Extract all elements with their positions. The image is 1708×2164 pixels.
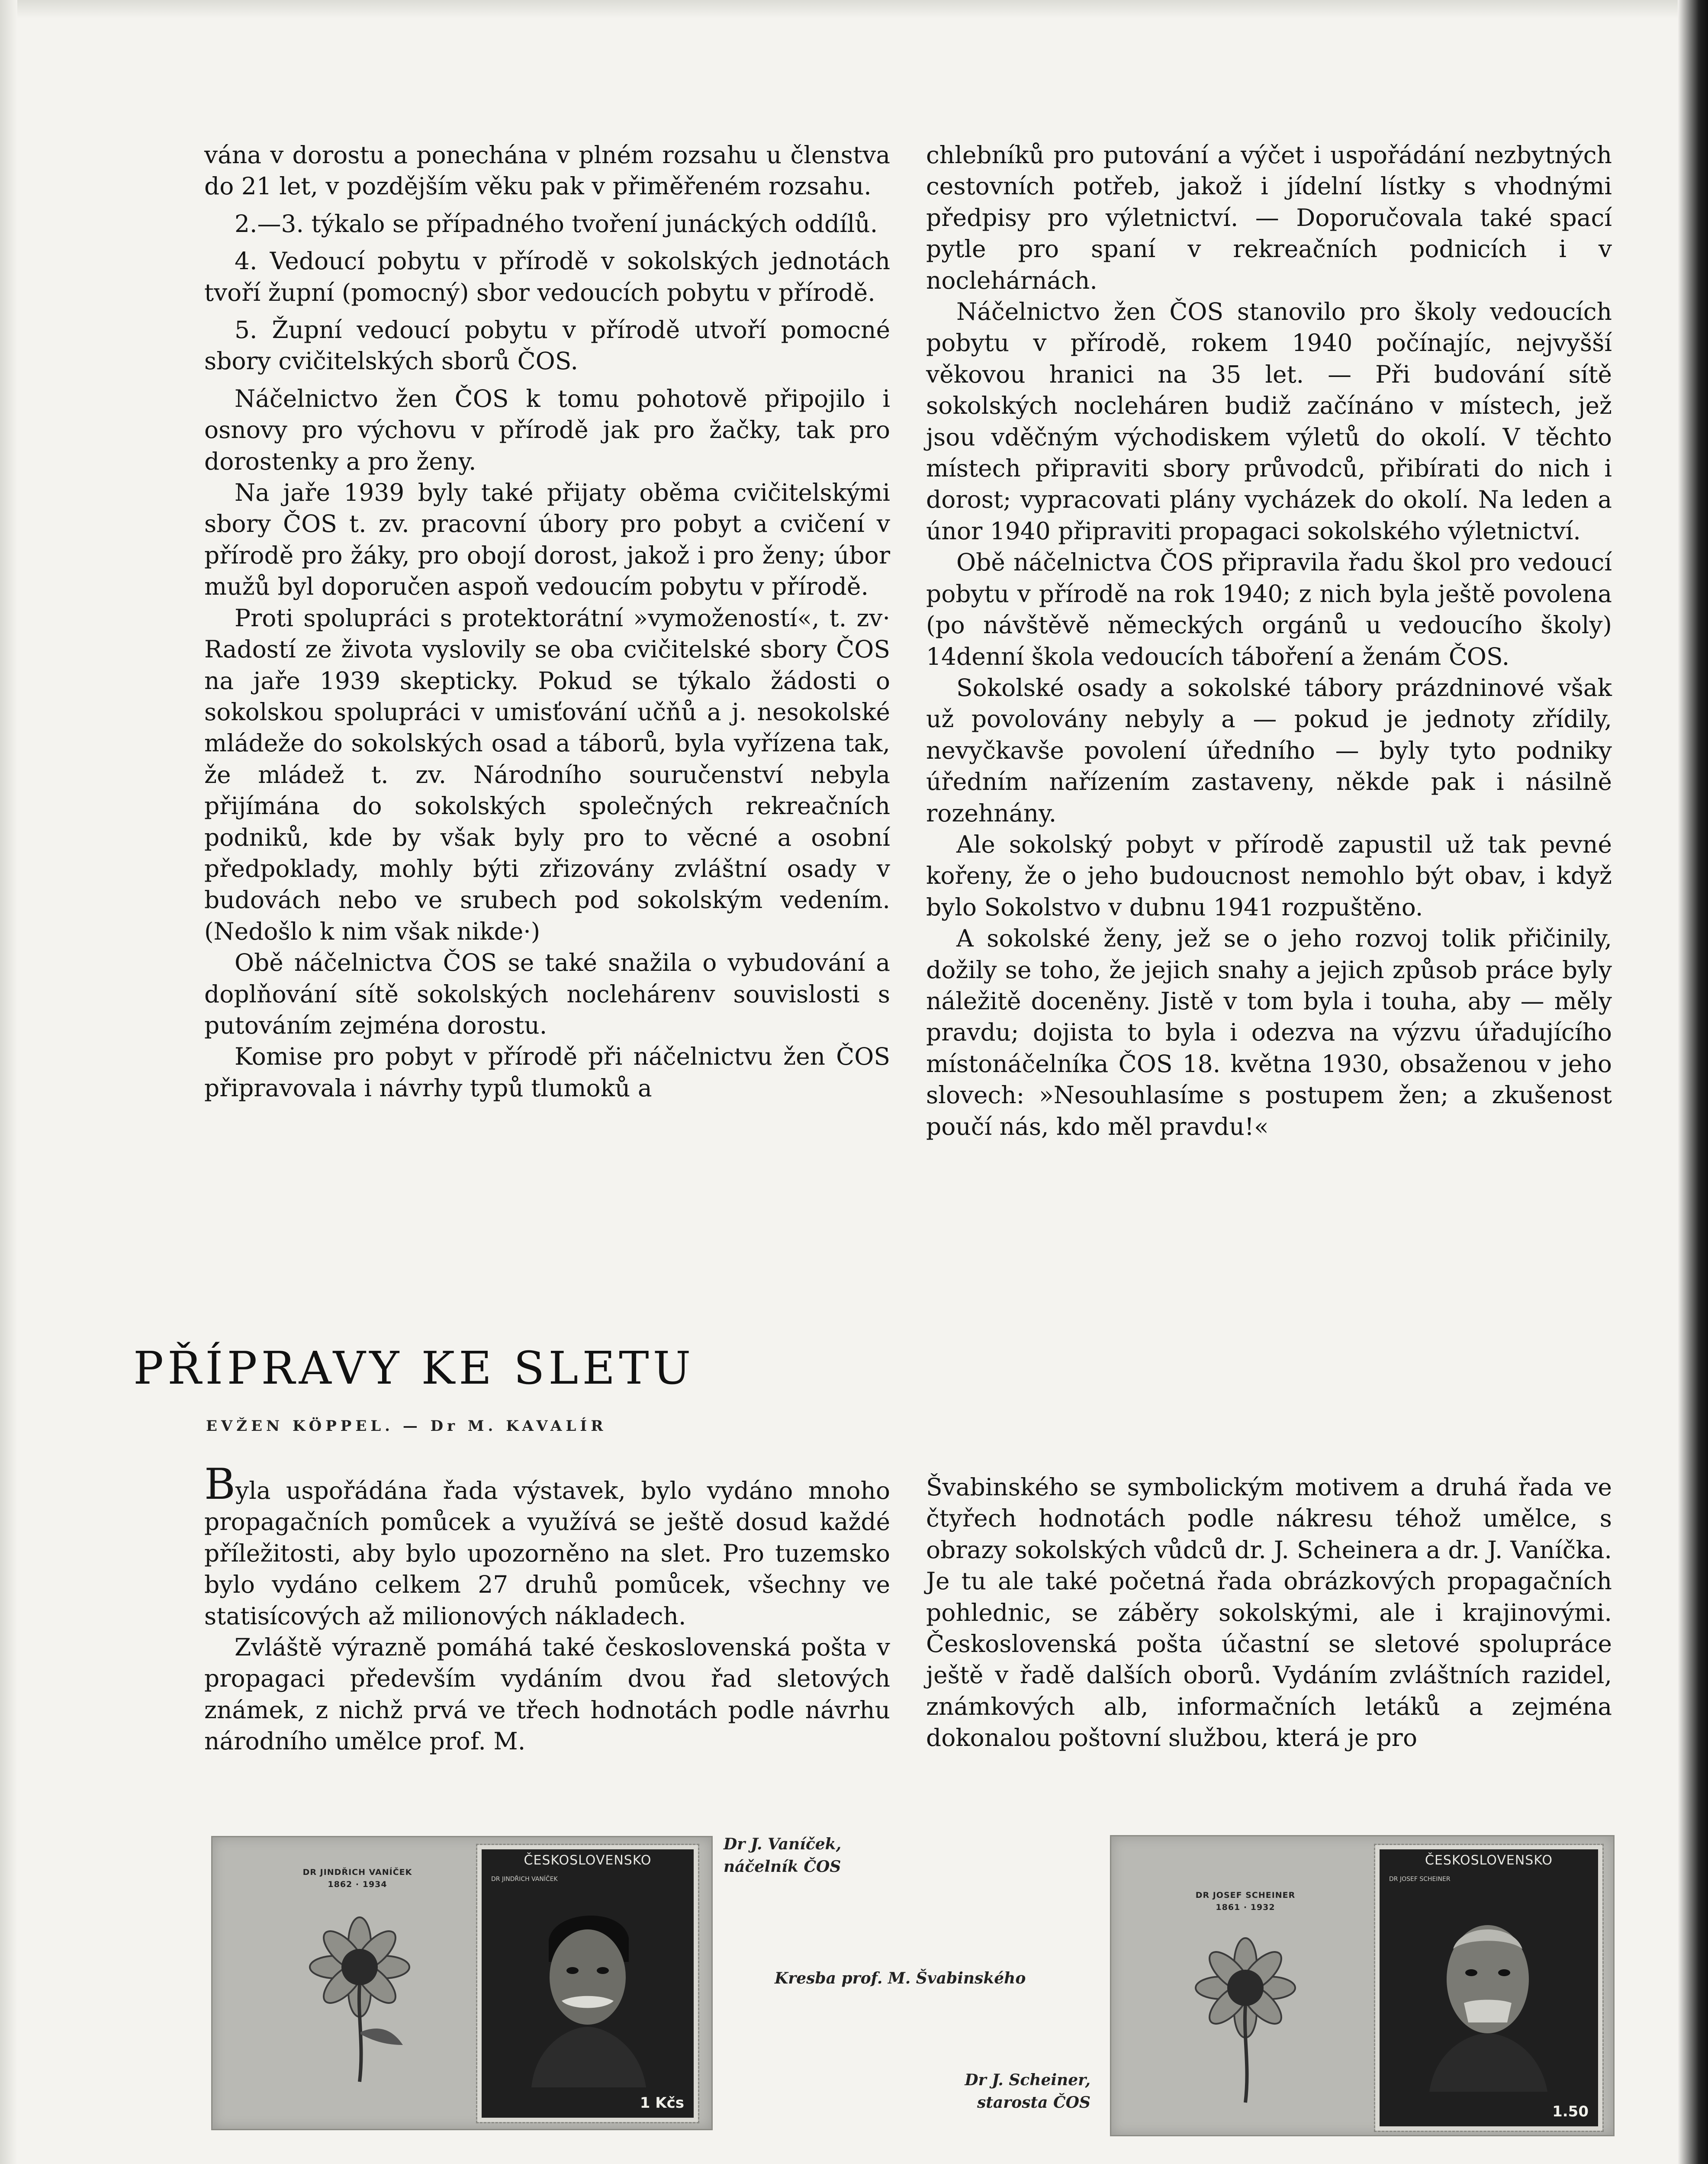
section-title: PŘÍPRAVY KE SLETU (133, 1342, 695, 1394)
caption-line: Dr J. Vaníček, (724, 1835, 842, 1853)
stamp-portrait-name: DR JOSEF SCHEINER (1389, 1876, 1451, 1883)
paragraph: Proti spolupráci s protektorátní »vymožeností«, t. zv· Radostí ze života vyslovily se oba cvičitelské sbory ČOS na jaře 1939 skepticky. Pokud se týkalo žádosti o sokolskou spolupráci v umisťování učňů a j. nesokolské mládeže do sokolských osad a táborů, byla vyřízena tak, že mládež t. zv. Národního souručenství nebyla přijímána do sokolských společných rekreačních podniků, kde by však byly pro to věcné a osobní předpoklady, mohly býti zřizovány zvláštní osady v budovách nebo ve srubech pod sokolským vedením. (Nedošlo k nim však nikde·) (204, 604, 890, 945)
paragraph: vána v dorostu a ponechána v plném rozsahu u členstva do 21 let, v pozdějším věku pak v přiměřeném rozsahu. (204, 141, 890, 200)
vanicek-stamp-image (211, 1836, 713, 2130)
stamp-label-name: DR JINDŘICH VANÍČEK (302, 1868, 412, 1877)
paragraph: Sokolské osady a sokolské tábory prázdninové však už povolovány nebyly a — pokud je jednoty zřídily, nevyčkavše povolení úředního — byly tyto podniky úředním nařízením zastaveny, někde pak i násilně rozehnány. (926, 673, 1612, 827)
stamp-country: ČESKOSLOVENSKO (1425, 1853, 1553, 1868)
stamp-value: 1.50 (1552, 2103, 1589, 2120)
page-edge-right (1678, 0, 1708, 2164)
sunflower-drawing (1180, 1923, 1310, 2105)
paragraph: Zvláště výrazně pomáhá také československá pošta v propagaci především vydáním dvou řad sletových známek, z nichž prvá ve třech hodnotách podle návrhu národního umělce prof. M. (204, 1633, 890, 1755)
paragraph: A sokolské ženy, jež se o jeho rozvoj tolik přičinily, dožily se toho, že jejich snahy a jejich způsob práce byly náležitě doceněny. Jistě v tom byla i touha, aby — měly pravdu; dojista to byla i odezva na výzvu úřadujícího místonáčelníka ČOS 18. května 1930, obsaženou v jeho slovech: »Nesouhlasíme s postupem žen; a zkušenost poučí nás, kdo měl pravdu!« (926, 924, 1612, 1140)
paragraph: Ale sokolský pobyt v přírodě zapustil už tak pevné kořeny, že o jeho budoucnost nemohlo být obav, i když bylo Sokolstvo v dubnu 1941 rozpuštěno. (926, 830, 1612, 921)
paragraph: chlebníků pro putování a výčet i uspořádání nezbytných cestovních potřeb, jakož i jídelní lístky s vhodnými předpisy pro výletnictví. — Doporučovala také spací pytle pro spaní v rekreačních podnicích i v noclehárnách. (926, 141, 1612, 294)
caption-line: náčelník ČOS (724, 1858, 841, 1876)
lead-text: yla uspořádána řada výstavek, bylo vydáno mnoho propagačních pomůcek a využívá se ještě dosud každé příležitosti, aby bylo upozorněno na slet. Pro tuzemsko bylo vydáno celkem 27 druhů pomůcek, všechny ve statisícových až milionových nákladech. (204, 1477, 890, 1630)
paragraph: Náčelnictvo žen ČOS k tomu pohotově připojilo i osnovy pro výchovu v přírodě jak pro žačky, tak pro dorostenky a pro ženy. (204, 384, 890, 475)
paragraph: 5. Župní vedoucí pobytu v přírodě utvoří pomocné sbory cvičitelských sborů ČOS. (204, 316, 890, 375)
stamp-value: 1 Kčs (640, 2094, 684, 2112)
byline: EVŽEN KÖPPEL. — Dr M. KAVALÍR (206, 1417, 607, 1435)
caption-line: Dr J. Scheiner, (965, 2071, 1090, 2089)
page-edge-left (0, 0, 17, 2164)
top-right-column (926, 139, 1612, 1142)
paragraph: 4. Vedoucí pobytu v přírodě v sokolských jednotách tvoří župní (pomocný) sbor vedoucích pobytu v přírodě. (204, 247, 890, 306)
caption-line: starosta ČOS (977, 2093, 1090, 2112)
dropcap: B (204, 1460, 236, 1509)
paragraph: Obě náčelnictva ČOS se také snažila o vybudování a doplňování sítě sokolských noclehárenv souvislosti s putováním zejména dorostu. (204, 949, 890, 1039)
caption-vanicek (724, 1833, 841, 1878)
portrait-drawing (1423, 1897, 1553, 2092)
paragraph-lead (204, 1460, 890, 1632)
bottom-left-column (204, 1460, 890, 1757)
sunflower-drawing (295, 1902, 425, 2084)
paragraph: Obě náčelnictva ČOS připravila řadu škol pro vedoucí pobytu v přírodě na rok 1940; z nich byla ještě povolena (po návštěvě německých orgánů u vedoucího školy) 14denní škola vedoucích táboření a ženám ČOS. (926, 548, 1612, 670)
scheiner-stamp-image (1110, 1835, 1615, 2136)
scheiner-stamp (1375, 1845, 1602, 2131)
paragraph: Švabinského se symbolickým motivem a druhá řada ve čtyřech hodnotách podle nákresu téhož umělce, s obrazy sokolských vůdců dr. J. Scheinera a dr. J. Vaníčka. Je tu ale také početná řada obrázkových propagačních pohlednic, se záběry sokolskými, ale i krajinovými. Československá pošta účastní se sletové spolupráce ještě v řadě dalších oborů. Vydáním zvláštních razidel, známkových alb, informačních letáků a zejména dokonalou poštovní službou, která je pro (926, 1473, 1612, 1752)
stamp-portrait-name: DR JINDŘICH VANÍČEK (491, 1876, 558, 1883)
stamp-label-name: DR JOSEF SCHEINER (1195, 1890, 1296, 1900)
portrait-drawing (523, 1897, 653, 2087)
stamp-country: ČESKOSLOVENSKO (524, 1853, 652, 1868)
top-left-column (204, 139, 890, 1104)
paragraph: Náčelnictvo žen ČOS stanovilo pro školy vedoucích pobytu v přírodě, rokem 1940 počínajíc, nejvyšší věkovou hranici na 35 let. — Při budování sítě sokolských nocleháren budiž začínáno v místech, jež jsou vděčným východiskem výletů do okolí. V těchto místech připraviti sbory průvodců, přibírati do nich i dorost; vypracovati plány vycházek do okolí. Na leden a únor 1940 připraviti propagaci sokolského výletnictví. (926, 298, 1612, 545)
paragraph: 2.—3. týkalo se případného tvoření junáckých oddílů. (235, 209, 878, 238)
page-edge-top (0, 0, 1708, 18)
stamp-label-years: 1861 · 1932 (1216, 1903, 1275, 1912)
paragraph: Komise pro pobyt v přírodě při náčelnictvu žen ČOS připravovala i návrhy typů tlumoků a (204, 1043, 890, 1102)
caption-drawing-credit: Kresba prof. M. Švabinského (775, 1969, 1026, 1987)
stamp-label-years: 1862 · 1934 (328, 1880, 387, 1889)
vanicek-stamp (477, 1845, 698, 2122)
bottom-right-column (926, 1472, 1612, 1754)
paragraph: Na jaře 1939 byly také přijaty oběma cvičitelskými sbory ČOS t. zv. pracovní úbory pro pobyt a cvičení v přírodě pro žáky, pro obojí dorost, jakož i pro ženy; úbor mužů byl doporučen aspoň vedoucím pobytu v přírodě. (204, 479, 890, 601)
caption-scheiner (948, 2069, 1090, 2114)
